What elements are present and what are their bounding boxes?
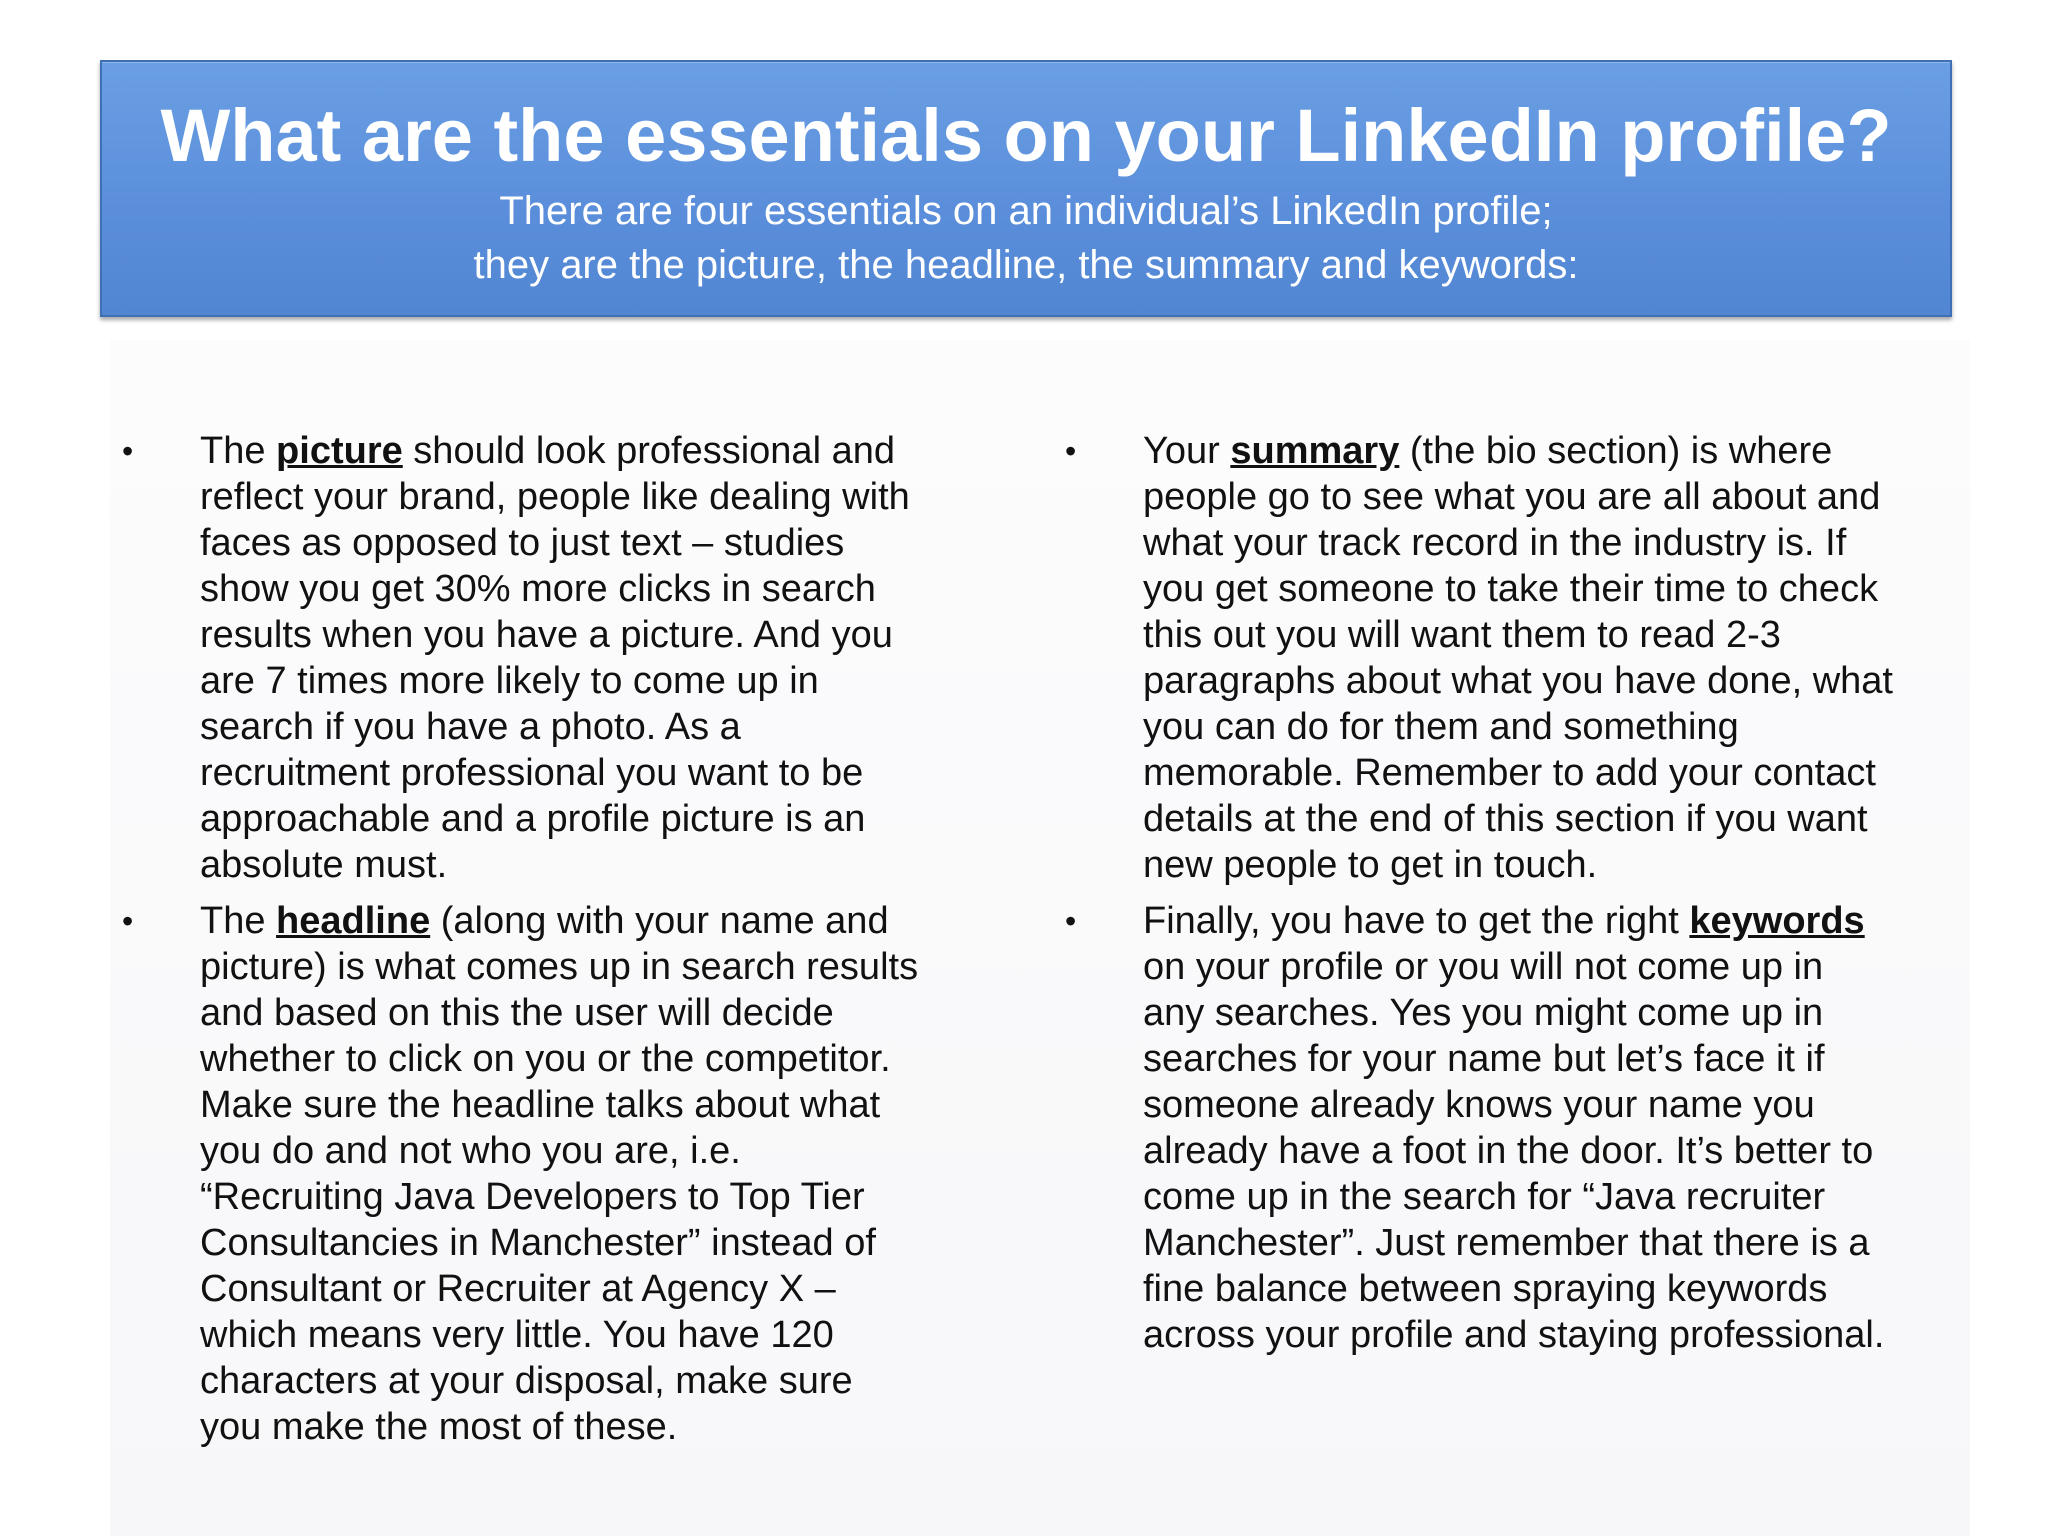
bullet-text-pre: The: [200, 430, 277, 472]
subtitle-line-2: they are the picture, the headline, the summary and keywords:: [473, 243, 1579, 287]
bullet-marker: •: [122, 903, 134, 939]
bullet-marker: •: [122, 433, 134, 469]
title-banner: [100, 60, 1952, 317]
bullet-marker: •: [1065, 903, 1077, 939]
bullet-picture: [120, 428, 920, 888]
bullet-keywords: [1063, 898, 1893, 1358]
right-column: [1063, 428, 1893, 1368]
bullet-text-post: should look professional and reflect your brand, people like dealing with faces as opposed to just text – studies show you get 30% more clicks in search results when you have a picture. And you are 7 times more likely to come up in search if you have a photo. As a recruitment professional you want to be approachable and a profile picture is an absolute must.: [200, 430, 910, 886]
bullet-summary: [1063, 428, 1893, 888]
bullet-text-post: (the bio section) is where people go to see what you are all about and what your track record in the industry is. If you get someone to take their time to check this out you will want them to read 2-3 paragraphs about what you have done, what you can do for them and something memorable. Remember to add your contact details at the end of this section if you want new people to get in touch.: [1143, 430, 1893, 886]
bullet-text-post: on your profile or you will not come up in any searches. Yes you might come up in searches for your name but let’s face it if someone already knows your name you already have a foot in the door. It’s better to come up in the search for “Java recruiter Manchester”. Just remember that there is a fine balance between spraying keywords across your profile and staying professional.: [1143, 946, 1885, 1356]
keyword-picture: picture: [276, 430, 403, 472]
bullet-text-post: (along with your name and picture) is what comes up in search results and based on this the user will decide whether to click on you or the competitor. Make sure the headline talks about what you do and not who you are, i.e. “Recruiting Java Developers to Top Tier Consultancies in Manchester” instead of Consultant or Recruiter at Agency X – which means very little. You have 120 characters at your disposal, make sure you make the most of these.: [200, 900, 919, 1448]
bullet-text-pre: Your: [1143, 430, 1231, 472]
bullet-marker: •: [1065, 433, 1077, 469]
bullet-text-pre: The: [200, 900, 277, 942]
keyword-keywords: keywords: [1689, 900, 1865, 942]
left-column: [120, 428, 920, 1460]
bullet-text-pre: Finally, you have to get the right: [1143, 900, 1690, 942]
keyword-headline: headline: [276, 900, 431, 942]
subtitle-line-1: There are four essentials on an individual’s LinkedIn profile;: [499, 189, 1553, 233]
bullet-headline: [120, 898, 920, 1450]
slide-title: What are the essentials on your LinkedIn profile?: [160, 94, 1892, 177]
slide-subtitle: [102, 184, 1950, 292]
keyword-summary: summary: [1230, 430, 1400, 472]
